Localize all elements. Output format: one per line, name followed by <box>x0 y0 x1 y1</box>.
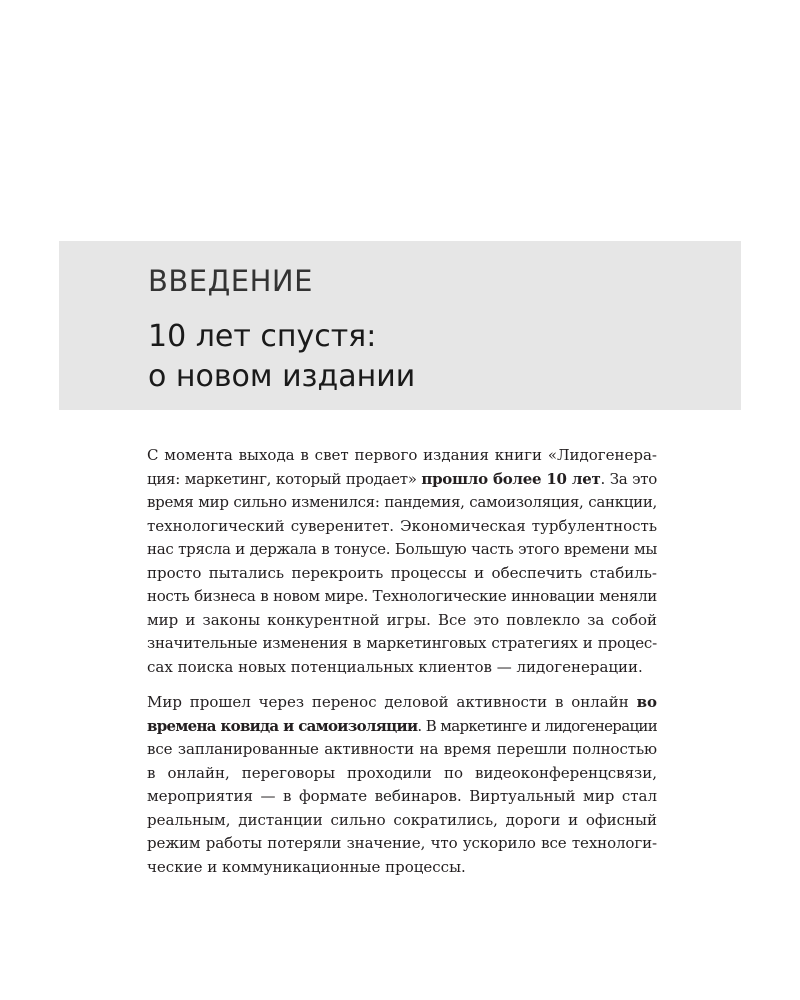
text-span: . За это <box>600 469 657 488</box>
text-line: время мир сильно изменился: пандемия, самоизоляция, санкции, <box>147 493 657 511</box>
text-line: технологический суверенитет. Экономическая турбулентность <box>147 516 657 535</box>
text-line <box>147 715 657 739</box>
chapter-title-line-2: о новом издании <box>148 359 416 394</box>
paragraph-2 <box>147 691 657 879</box>
text-line: нас трясла и держала в тонусе. Большую часть этого времени мы <box>147 540 657 558</box>
text-line: С момента выхода в свет первого издания книги «Лидогенера- <box>147 446 657 464</box>
chapter-title-line-1: 10 лет спустя: <box>148 319 377 354</box>
text-span: . В маркетинге и лидогенерации <box>417 716 657 735</box>
text-line: ность бизнеса в новом мире. Технологические инновации меняли <box>147 587 657 605</box>
chapter-title <box>148 317 415 397</box>
text-line <box>147 468 657 492</box>
chapter-banner <box>59 241 741 410</box>
text-line: сах поиска новых потенциальных клиентов — лидогенерации. <box>147 657 643 676</box>
bold-text: прошло более 10 лет <box>421 469 601 488</box>
text-line: просто пытались перекроить процессы и обеспечить стабиль- <box>147 563 657 582</box>
bold-text: времена ковида и самоизоляции <box>147 716 418 735</box>
text-line <box>147 691 657 715</box>
text-line: реальным, дистанции сильно сократились, дороги и офисный <box>147 810 657 829</box>
text-line: в онлайн, переговоры проходили по видеоконференцсвязи, <box>147 763 657 782</box>
text-line: все запланированные активности на время перешли полностью <box>147 740 657 758</box>
text-span: Мир прошел через перенос деловой активности в онлайн <box>147 693 637 711</box>
bold-text: во <box>636 693 657 711</box>
text-line: ческие и коммуникационные процессы. <box>147 857 466 876</box>
text-line: режим работы потеряли значение, что ускорило все технологи- <box>147 834 657 852</box>
text-line: значительные изменения в маркетинговых стратегиях и процес- <box>147 634 657 652</box>
text-span: ция: маркетинг, который продает» <box>147 469 422 488</box>
chapter-label: ВВЕДЕНИЕ <box>148 264 313 298</box>
body-text <box>147 444 657 891</box>
paragraph-1 <box>147 444 657 679</box>
text-line: мероприятия — в формате вебинаров. Виртуальный мир стал <box>147 787 657 805</box>
text-line: мир и законы конкурентной игры. Все это повлекло за собой <box>147 610 657 629</box>
